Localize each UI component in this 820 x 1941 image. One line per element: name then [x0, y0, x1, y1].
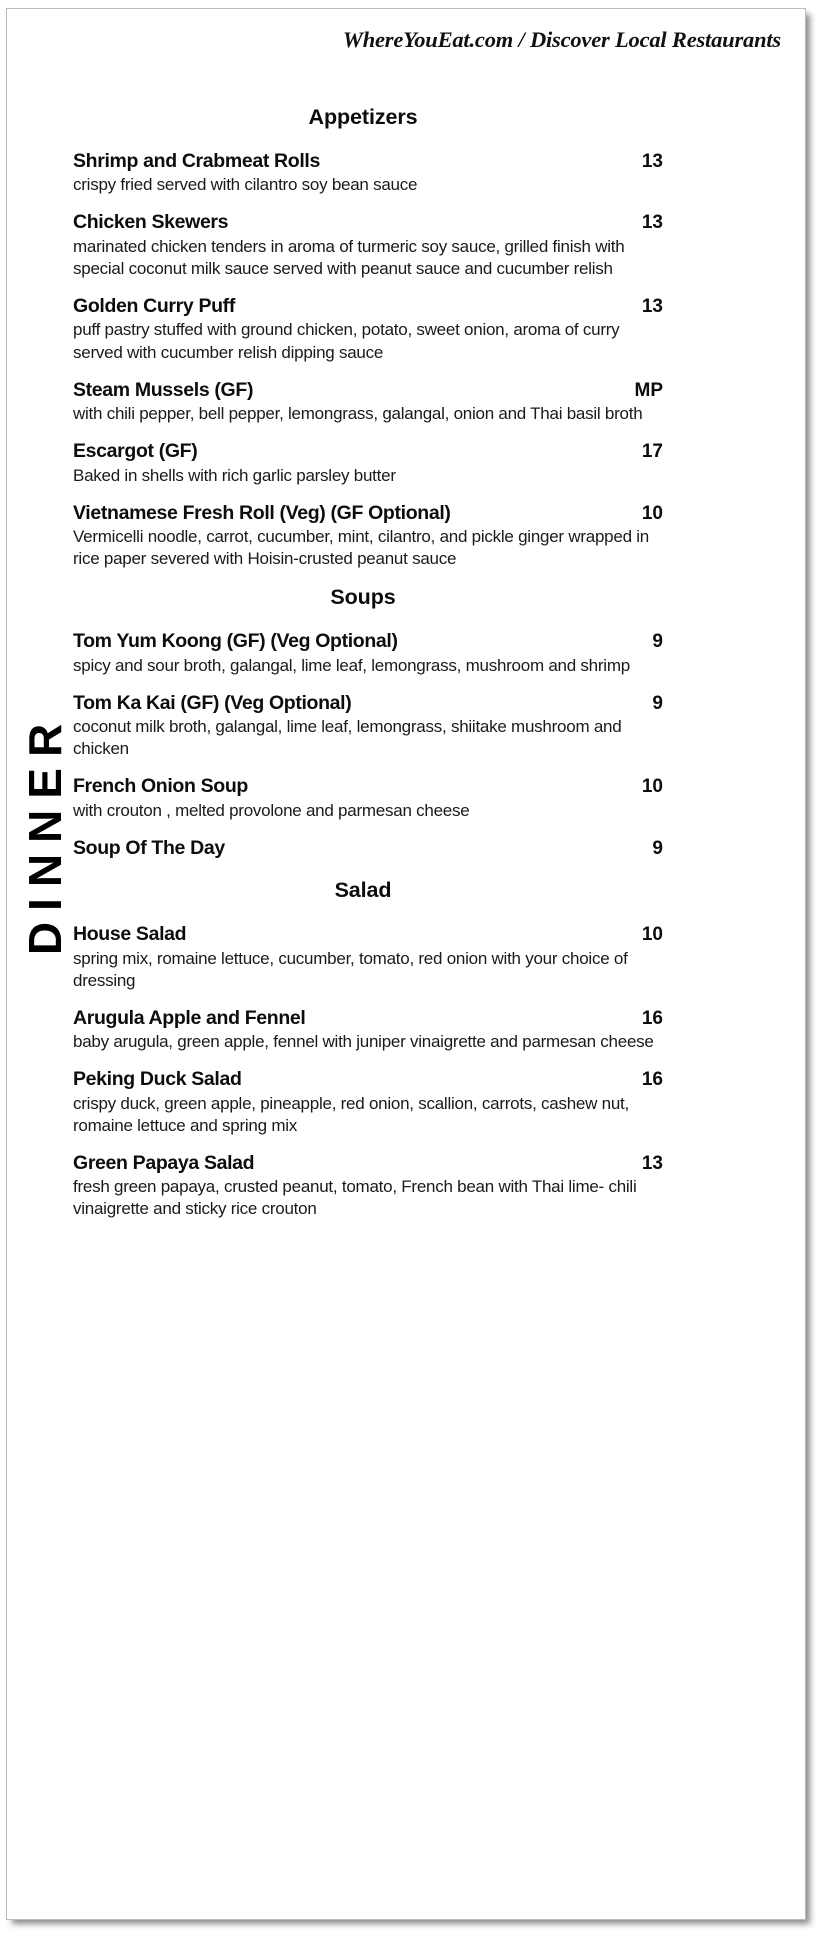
menu-item-head	[73, 692, 663, 715]
menu-item-name: Peking Duck Salad	[73, 1068, 242, 1091]
menu-item-price: 16	[641, 1069, 663, 1091]
menu-item	[73, 630, 663, 676]
menu-item-name: Soup Of The Day	[73, 836, 225, 859]
menu-item-description: marinated chicken tenders in aroma of turmeric soy sauce, grilled finish with special coconut milk sauce served with peanut sauce and cucumber relish	[73, 236, 625, 278]
menu-section	[73, 585, 663, 860]
section-title: Salad	[334, 878, 392, 903]
menu-item-name: Shrimp and Crabmeat Rolls	[73, 150, 320, 172]
menu-item-description: spicy and sour broth, galangal, lime leaf, lemongrass, mushroom and shrimp	[73, 655, 630, 675]
menu-item-description: Vermicelli noodle, carrot, cucumber, mint, cilantro, and pickle ginger wrapped in rice paper severed with Hoisin-crusted peanut sauce	[73, 527, 649, 569]
menu-item-price: 13	[641, 1152, 663, 1174]
menu-item-head	[73, 775, 663, 798]
menu-item-description: coconut milk broth, galangal, lime leaf, lemongrass, shiitake mushroom and chicken	[73, 717, 622, 759]
menu-item	[73, 440, 663, 486]
menu-item	[73, 150, 663, 196]
menu-item-price: 17	[641, 441, 663, 463]
menu-item-head	[73, 295, 663, 318]
menu-item-price: 13	[641, 151, 663, 172]
menu-section	[73, 878, 663, 1220]
menu-item-description: with crouton , melted provolone and parmesan cheese	[73, 800, 470, 820]
menu-item-head	[73, 1068, 663, 1091]
menu-item-price: MP	[634, 379, 663, 401]
menu-item-name: Vietnamese Fresh Roll (Veg) (GF Optional)	[73, 501, 451, 524]
menu-item-name: Chicken Skewers	[73, 211, 229, 234]
menu-item-description: Baked in shells with rich garlic parsley butter	[73, 465, 396, 485]
menu-item-description: spring mix, romaine lettuce, cucumber, tomato, red onion with your choice of dressing	[73, 948, 628, 990]
menu-item-price: 10	[641, 776, 663, 798]
menu-item-price: 16	[641, 1007, 663, 1029]
menu-item-description: baby arugula, green apple, fennel with juniper vinaigrette and parmesan cheese	[73, 1032, 654, 1052]
menu-item-name: Tom Ka Kai (GF) (Veg Optional)	[73, 691, 352, 714]
menu-item-description: crispy fried served with cilantro soy bean sauce	[73, 175, 418, 195]
menu-item	[73, 379, 663, 425]
menu-item	[73, 692, 663, 761]
menu-item-head	[73, 630, 663, 653]
menu-item	[73, 502, 663, 571]
menu-item	[73, 775, 663, 821]
menu-item	[73, 1068, 663, 1137]
menu-page	[6, 8, 806, 1920]
menu-item-price: 10	[641, 924, 663, 946]
menu-item-name: Green Papaya Salad	[73, 1151, 255, 1174]
menu-item-head	[73, 211, 663, 234]
menu-item-description: fresh green papaya, crusted peanut, tomato, French bean with Thai lime- chili vinaigrette and sticky rice crouton	[73, 1177, 637, 1219]
menu-item	[73, 1152, 663, 1221]
menu-section	[73, 105, 663, 570]
menu-item-price: 13	[641, 296, 663, 318]
menu-item-price: 9	[652, 631, 663, 653]
menu-item	[73, 1007, 663, 1053]
menu-item	[73, 837, 663, 860]
menu-item-name: French Onion Soup	[73, 775, 248, 798]
menu-item-price: 9	[652, 837, 663, 859]
menu-item-name: House Salad	[73, 923, 187, 946]
menu-item	[73, 211, 663, 280]
menu-item-head	[73, 150, 663, 173]
menu-item-description: with chili pepper, bell pepper, lemongrass, galangal, onion and Thai basil broth	[73, 404, 643, 424]
menu-item-price: 13	[641, 212, 663, 234]
menu-item-description: puff pastry stuffed with ground chicken, potato, sweet onion, aroma of curry served with cucumber relish dipping sauce	[73, 320, 620, 362]
menu-item-name: Arugula Apple and Fennel	[73, 1006, 306, 1029]
menu-item-head	[73, 1152, 663, 1175]
section-title: Soups	[330, 585, 396, 610]
menu-item-name: Golden Curry Puff	[73, 295, 235, 318]
site-header: WhereYouEat.com / Discover Local Restaurants	[342, 27, 781, 52]
section-title: Appetizers	[308, 105, 418, 129]
menu-item-name: Tom Yum Koong (GF) (Veg Optional)	[73, 630, 398, 653]
menu-item-head	[73, 440, 663, 463]
menu-item-head	[73, 923, 663, 946]
menu-item-name: Escargot (GF)	[73, 440, 198, 463]
dinner-vertical-tab: DINNER	[19, 712, 71, 956]
menu-item-price: 9	[652, 692, 663, 714]
menu-item-head	[73, 1007, 663, 1030]
menu-item-head	[73, 837, 663, 860]
menu-item-head	[73, 502, 663, 525]
menu-item-name: Steam Mussels (GF)	[73, 378, 254, 401]
menu-item	[73, 923, 663, 992]
menu-item-description: crispy duck, green apple, pineapple, red onion, scallion, carrots, cashew nut, romaine lettuce and spring mix	[73, 1093, 629, 1135]
menu-item	[73, 295, 663, 364]
menu-item-head	[73, 379, 663, 402]
menu-body	[73, 105, 663, 1235]
menu-item-price: 10	[641, 502, 663, 524]
